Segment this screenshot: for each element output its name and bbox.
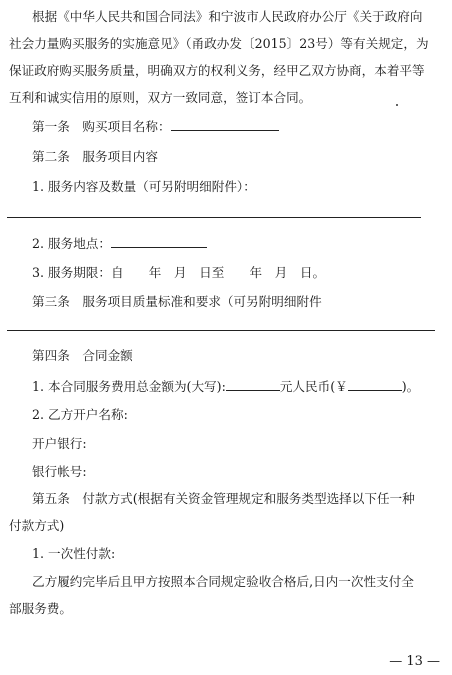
- contract-amount-row: [32, 378, 448, 396]
- service-period: 3. 服务期限：自 年 月 日至 年 月 日。: [32, 265, 326, 280]
- amount-figure-blank: [348, 378, 402, 391]
- payment-clause-line-1: 乙方履约完毕后且甲方按照本合同规定验收合格后,日内一次性支付全: [32, 574, 414, 589]
- account-name: 2. 乙方开户名称:: [32, 407, 128, 422]
- intro-line-4: 互利和诚实信用的原则，双方一致同意，签订本合同。: [9, 90, 312, 105]
- quality-standard-rule: [7, 330, 435, 331]
- intro-line-2: 社会力量购买服务的实施意见》（甬政办发〔2015〕23号）等有关规定，为: [9, 36, 429, 51]
- account-number: 银行帐号:: [32, 464, 87, 479]
- amount-label: 1. 本合同服务费用总金额为(大写):: [32, 379, 226, 394]
- service-place-label: 2. 服务地点：: [32, 236, 111, 251]
- article-1: [32, 118, 448, 136]
- lump-sum-heading: 1. 一次性付款:: [32, 546, 116, 561]
- payment-clause-line-2: 部服务费。: [9, 601, 72, 616]
- page-number: — 13 —: [389, 654, 440, 669]
- service-content-label: 1. 服务内容及数量（可另附明细附件）：: [32, 179, 256, 194]
- service-place-blank: [111, 235, 207, 248]
- service-place-row: [32, 235, 448, 253]
- project-name-blank: [171, 118, 279, 131]
- bank-name: 开户银行:: [32, 436, 87, 451]
- amount-close: )。: [401, 379, 420, 394]
- article-3-heading: 第三条 服务项目质量标准和要求（可另附明细附件: [32, 294, 322, 309]
- service-content-rule: [7, 217, 421, 218]
- intro-line-3: 保证政府购买服务质量，明确双方的权利义务，经甲乙双方协商，本着平等: [9, 63, 425, 78]
- article-4-heading: 第四条 合同金额: [32, 348, 133, 363]
- intro-line-1: 根据《中华人民共和国合同法》和宁波市人民政府办公厅《关于政府向: [32, 9, 423, 24]
- article-2-heading: 第二条 服务项目内容: [32, 149, 158, 164]
- article-1-label: 第一条 购买项目名称：: [32, 119, 171, 134]
- article-5-line-1: 第五条 付款方式(根据有关资金管理规定和服务类型选择以下任一种: [32, 491, 415, 506]
- amount-currency-label: 元人民币(￥: [279, 379, 348, 394]
- stray-mark: [396, 104, 398, 106]
- amount-words-blank: [226, 378, 280, 391]
- article-5-line-2: 付款方式): [9, 518, 65, 533]
